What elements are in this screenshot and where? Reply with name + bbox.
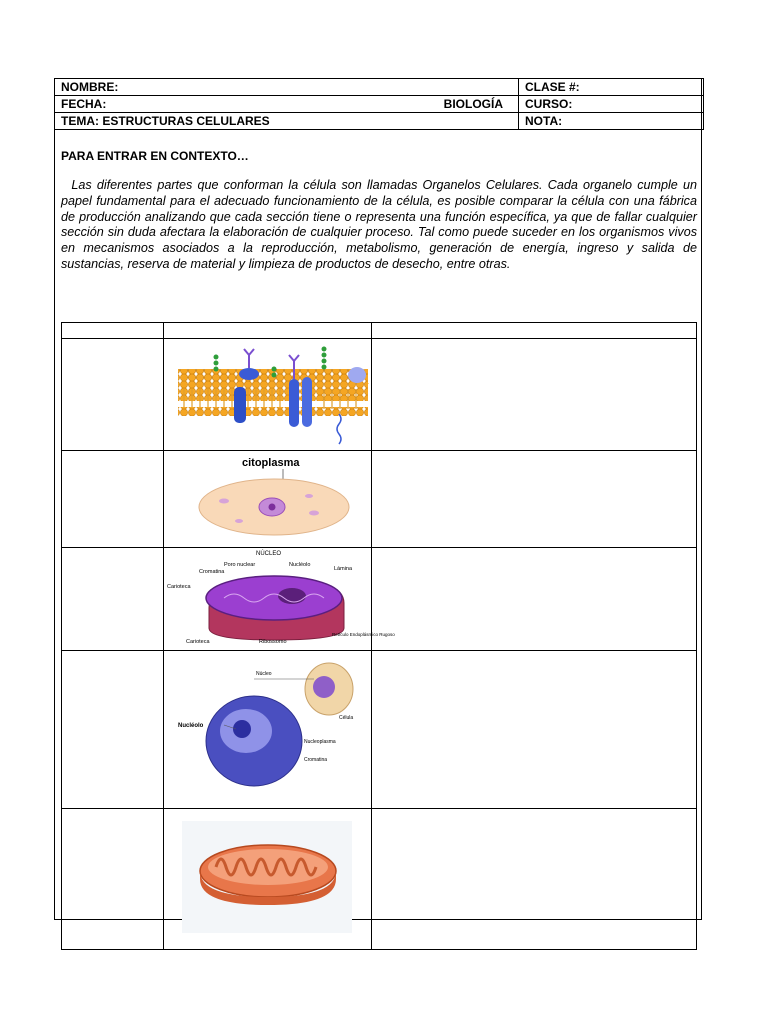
- header-table: [54, 78, 704, 130]
- name-cell-4[interactable]: [62, 651, 164, 809]
- svg-text:Cromatina: Cromatina: [198, 569, 224, 575]
- organelles-table: [61, 322, 697, 950]
- tema-field: TEMA: ESTRUCTURAS CELULARES: [55, 113, 519, 130]
- svg-text:Nucléolo: Nucléolo: [177, 723, 203, 729]
- description-cell-5[interactable]: [371, 809, 696, 950]
- intro-title: PARA ENTRAR EN CONTEXTO…: [61, 149, 249, 163]
- description-cell-3[interactable]: [371, 548, 696, 651]
- svg-text:Nucleoplasma: Nucleoplasma: [303, 739, 336, 745]
- subject-label: BIOLOGÍA: [443, 97, 503, 111]
- svg-text:Carioteca: Carioteca: [185, 639, 210, 645]
- svg-text:Nucléolo: Nucléolo: [288, 562, 310, 568]
- header-cell-3[interactable]: [371, 323, 696, 339]
- svg-text:Ribossomo: Ribossomo: [258, 639, 287, 645]
- svg-text:Retículo Endoplásmico Rugoso: Retículo Endoplásmico Rugoso: [331, 632, 395, 637]
- name-cell-1[interactable]: [62, 339, 164, 451]
- fecha-field[interactable]: FECHA: BIOLOGÍA: [55, 96, 519, 113]
- citoplasma-label: citoplasma: [241, 457, 299, 469]
- nucleolus-image: [163, 651, 371, 809]
- nombre-field[interactable]: NOMBRE:: [55, 79, 519, 96]
- svg-text:Carioteca: Carioteca: [166, 584, 191, 590]
- nucleus-image: [163, 548, 395, 651]
- svg-text:Poro nuclear: Poro nuclear: [223, 562, 255, 568]
- mitochondria-image: [163, 809, 371, 950]
- svg-text:Núcleo: Núcleo: [255, 671, 272, 677]
- description-cell-2[interactable]: [371, 451, 696, 548]
- header-cell-2[interactable]: [163, 323, 371, 339]
- name-cell-2[interactable]: [62, 451, 164, 548]
- membrane-image: [163, 339, 371, 451]
- svg-text:NÚCLEO: NÚCLEO: [255, 551, 281, 557]
- name-cell-5[interactable]: [62, 809, 164, 950]
- svg-text:Célula: Célula: [338, 715, 353, 721]
- svg-text:Cromatina: Cromatina: [303, 757, 327, 763]
- cytoplasm-image: [163, 451, 371, 548]
- clase-field[interactable]: CLASE #:: [519, 79, 704, 96]
- curso-field[interactable]: CURSO:: [519, 96, 704, 113]
- intro-paragraph: Las diferentes partes que conforman la célula son llamadas Organelos Celulares. Cada organelo cumple un papel fundamental para el adecuado funcionamiento de la célula, es posible comparar la célula con una fábrica de producción analizando que cada sección tiene o representa una función específica, ya que de fallar cualquier sección sin duda afectara la elaboración de cualquier proceso. Tal como puede suceder en los organismos vivos en mecanismos asociados a la reproducción, metabolismo, generación de energía, ingreso y salida de sustancias, reserva de material y limpieza de productos de desecho, entre otras.: [61, 178, 701, 271]
- header-cell-1[interactable]: [62, 323, 164, 339]
- nota-field[interactable]: NOTA:: [519, 113, 704, 130]
- name-cell-3[interactable]: [62, 548, 164, 651]
- description-cell-4[interactable]: [371, 651, 696, 809]
- description-cell-1[interactable]: [371, 339, 696, 451]
- svg-text:Lámina: Lámina: [333, 566, 352, 572]
